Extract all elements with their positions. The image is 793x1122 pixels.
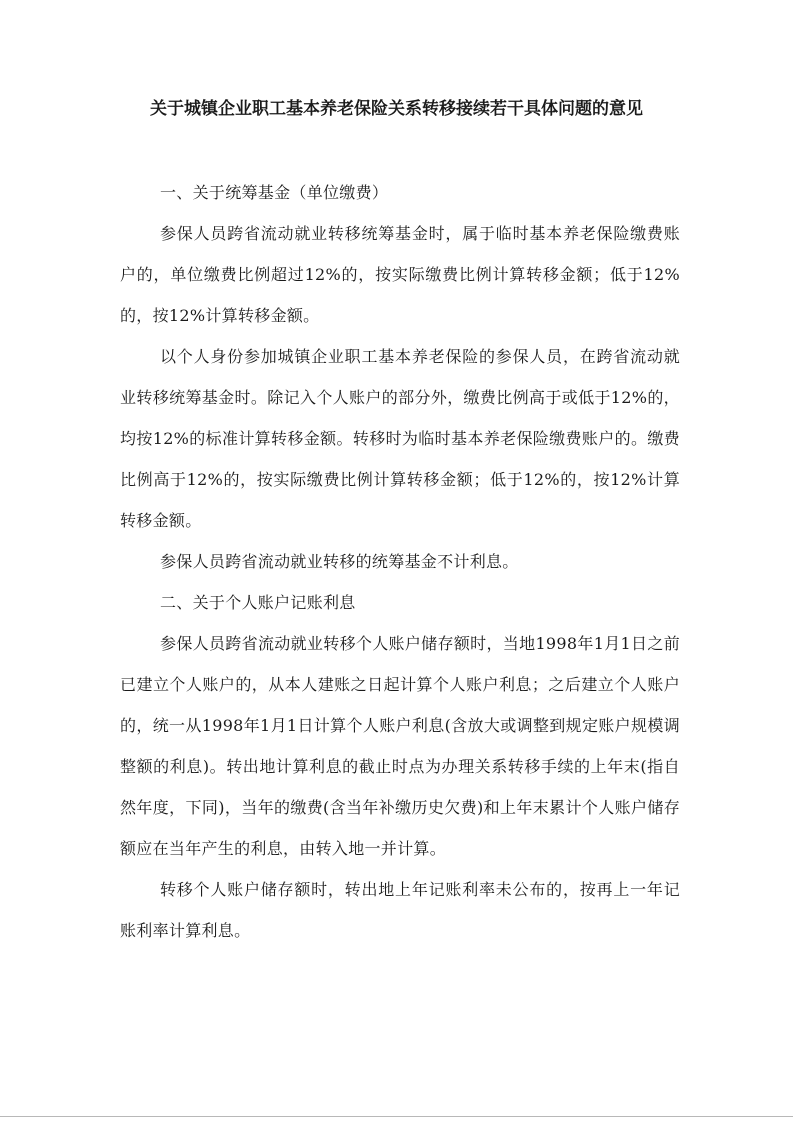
section-heading-account-interest: 二、关于个人账户记账利息 (160, 593, 356, 612)
paragraph-interest-rate-fallback: 转移个人账户储存额时，转出地上年记账利率未公布的，按再上一年记账利率计算利息。 (120, 880, 680, 940)
paragraph-pooled-fund-rate: 参保人员跨省流动就业转移统筹基金时，属于临时基本养老保险缴费账户的，单位缴费比例超过12%的，按实际缴费比例计算转移金额；低于12%的，按12%计算转移金额。 (120, 224, 680, 325)
paragraph-no-interest: 参保人员跨省流动就业转移的统筹基金不计利息。 (160, 552, 519, 571)
paragraph-interest-calculation: 参保人员跨省流动就业转移个人账户储存额时，当地1998年1月1日之前已建立个人账户的，从本人建账之日起计算个人账户利息；之后建立个人账户的，统一从1998年1月1日计算个人账户利息(含放大或调整到规定账户规模调整额的利息)。转出地计算利息的截止时点为办理关系转移手续的上年末(指自然年度，下同)，当年的缴费(含当年补缴历史欠费)和上年末累计个人账户储存额应在当年产生的利息，由转入地一并计算。 (120, 634, 680, 858)
document-body (120, 172, 680, 951)
page-bottom-divider (0, 1116, 793, 1117)
document-title: 关于城镇企业职工基本养老保险关系转移接续若干具体问题的意见 (150, 99, 643, 119)
section-heading-pooled-fund: 一、关于统筹基金（单位缴费） (160, 183, 389, 202)
paragraph-individual-status: 以个人身份参加城镇企业职工基本养老保险的参保人员，在跨省流动就业转移统筹基金时。除记入个人账户的部分外，缴费比例高于或低于12%的，均按12%的标准计算转移金额。转移时为临时基本养老保险缴费账户的。缴费比例高于12%的，按实际缴费比例计算转移金额；低于12%的，按12%计算转移金额。 (120, 347, 680, 530)
